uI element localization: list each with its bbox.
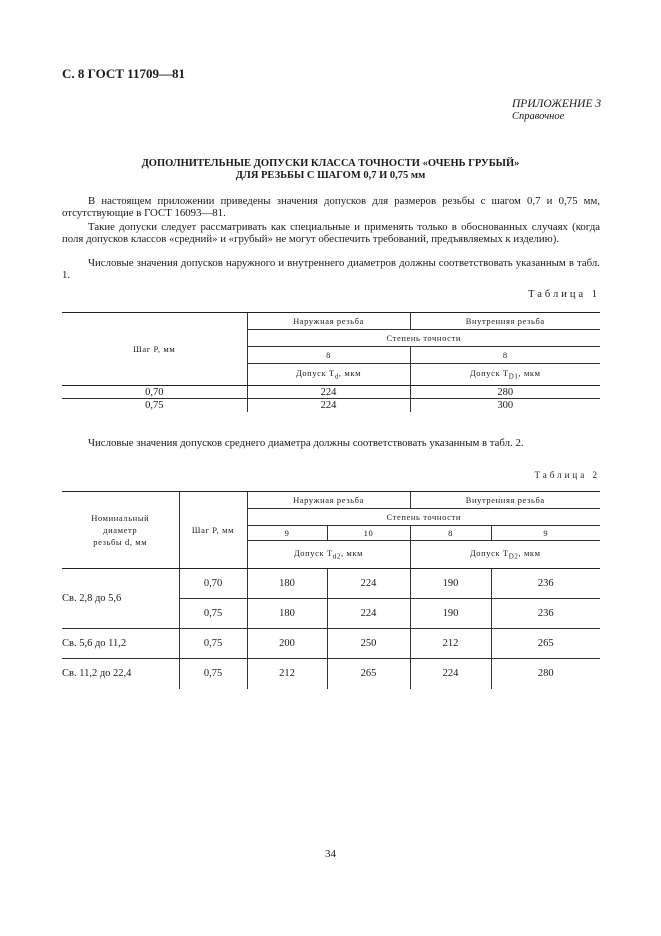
- t2-header-diam: [62, 492, 179, 569]
- t1-r1-int: 300: [410, 399, 600, 412]
- page-number: 34: [325, 848, 336, 860]
- t2-g1-r0-v0: 200: [247, 629, 327, 659]
- table-row: [62, 399, 600, 412]
- paragraph-3: [62, 257, 600, 281]
- t2-header-int: Внутренняя резьба: [410, 492, 600, 509]
- t2-g2-r0-v2: 224: [410, 659, 491, 689]
- t2-g1-r0-step: 0,75: [179, 629, 247, 659]
- table-row: [62, 659, 600, 689]
- paragraph-2: [62, 221, 600, 245]
- table-1-caption: Таблица 1: [528, 289, 600, 300]
- t2-g0-r1-v0: 180: [247, 599, 327, 629]
- t1-header-ext: Наружная резьба: [247, 313, 410, 330]
- section-title-line2: ДЛЯ РЕЗЬБЫ С ШАГОМ 0,7 И 0,75 мм: [235, 170, 426, 181]
- t1-r0-int: 280: [410, 386, 600, 399]
- t2-g2-r0-v1: 265: [327, 659, 410, 689]
- t2-tol-int: [410, 541, 600, 569]
- t2-g2-r0-step: 0,75: [179, 659, 247, 689]
- appendix-label: ПРИЛОЖЕНИЕ 3: [512, 98, 602, 110]
- table-row: [62, 386, 600, 399]
- t1-tol-int: [410, 364, 600, 386]
- paragraph-4-text: Числовые значения допусков среднего диаметра должны соответствовать указанным в табл. 2.: [88, 437, 524, 449]
- t1-grade-ext: 8: [247, 347, 410, 364]
- t2-g1-r0-v1: 250: [327, 629, 410, 659]
- t2-header-grade: Степень точности: [247, 509, 600, 526]
- t1-r0-ext: 224: [247, 386, 410, 399]
- t2-g0-r0-v1: 224: [327, 569, 410, 599]
- t2-grade-1: 10: [327, 526, 410, 541]
- table-row: [62, 569, 600, 599]
- t2-g0-r0-v0: 180: [247, 569, 327, 599]
- t1-tol-int-sub: D1: [508, 372, 519, 381]
- t1-tol-int-suffix: , мкм: [518, 368, 541, 379]
- t2-g2-r0-v0: 212: [247, 659, 327, 689]
- t2-tol-int-suffix: , мкм: [518, 548, 541, 559]
- appendix-type: Справочное: [512, 111, 565, 122]
- t1-r0-step: 0,70: [62, 386, 247, 399]
- t1-tol-ext-suffix: , мкм: [338, 368, 362, 379]
- t2-header-diam-l2: диаметр: [103, 525, 138, 535]
- t2-tol-ext-suffix: , мкм: [340, 548, 364, 559]
- t2-tol-ext-prefix: Допуск T: [293, 548, 333, 559]
- paragraph-3-text: Числовые значения допусков наружного и внутреннего диаметров должны соответствовать указанным в табл. 1.: [62, 257, 600, 282]
- t2-g0-r1-v1: 224: [327, 599, 410, 629]
- t1-r1-step: 0,75: [145, 399, 164, 411]
- t2-g2-r0-v3: 280: [491, 659, 600, 689]
- paragraph-2-text: Такие допуски следует рассматривать как специальные и применять только в обоснованных случаях (когда поля допусков классов «средний» и «грубый» не могут обеспечить требований, предъявляемых к изделию).: [62, 221, 600, 246]
- t1-header-step: [62, 313, 247, 386]
- section-title-line1: ДОПОЛНИТЕЛЬНЫЕ ДОПУСКИ КЛАССА ТОЧНОСТИ «ОЧЕНЬ ГРУБЫЙ»: [141, 158, 520, 169]
- table-2: [62, 491, 600, 689]
- t2-header-ext: Наружная резьба: [247, 492, 410, 509]
- table-1: [62, 312, 600, 412]
- t2-header-diam-l3: резьбы d, мм: [93, 537, 148, 547]
- t2-g1-r0-v2: 212: [410, 629, 491, 659]
- t2-g0-r1-v2: 190: [410, 599, 491, 629]
- t2-header-diam-l1: Номинальный: [91, 513, 150, 523]
- t2-g2-range: Св. 11,2 до 22,4: [62, 668, 132, 680]
- t1-tol-ext-sub: d: [334, 372, 339, 381]
- t1-tol-ext-prefix: Допуск T: [295, 368, 335, 379]
- t1-r1-ext: 224: [247, 399, 410, 412]
- page-header: С. 8 ГОСТ 11709—81: [62, 66, 185, 81]
- t2-tol-int-prefix: Допуск T: [469, 548, 509, 559]
- t2-header-step: Шаг P, мм: [179, 492, 247, 569]
- paragraph-1-text: В настоящем приложении приведены значения допусков для размеров резьбы с шагом 0,7 и 0,75 мм, отсутствующие в ГОСТ 16093—81.: [62, 195, 600, 220]
- t1-header-grade: Степень точности: [247, 330, 600, 347]
- paragraph-4: [62, 437, 600, 449]
- t1-tol-ext: [247, 364, 410, 386]
- t2-tol-int-sub: D2: [508, 552, 519, 561]
- t1-header-step-text: Шаг P, мм: [133, 344, 176, 354]
- t2-grade-0: 9: [247, 526, 327, 541]
- table-2-caption: Таблица 2: [534, 470, 600, 480]
- table-row: [62, 629, 600, 659]
- t2-g0-r0-step: 0,70: [179, 569, 247, 599]
- t2-g0-range: Св. 2,8 до 5,6: [62, 569, 179, 629]
- t2-g1-range: Св. 5,6 до 11,2: [62, 629, 179, 659]
- t2-g0-r1-step: 0,75: [179, 599, 247, 629]
- t1-tol-int-prefix: Допуск T: [469, 368, 509, 379]
- t2-g0-r0-v2: 190: [410, 569, 491, 599]
- t2-tol-ext-sub: d2: [332, 552, 341, 561]
- t1-grade-int: 8: [410, 347, 600, 364]
- t2-g1-r0-v3: 265: [491, 629, 600, 659]
- t2-grade-2: 8: [410, 526, 491, 541]
- t1-header-int: Внутренняя резьба: [410, 313, 600, 330]
- t2-g0-r0-v3: 236: [491, 569, 600, 599]
- t2-tol-ext: [247, 541, 410, 569]
- t2-g0-r1-v3: 236: [491, 599, 600, 629]
- t2-grade-3: 9: [491, 526, 600, 541]
- paragraph-1: [62, 195, 600, 219]
